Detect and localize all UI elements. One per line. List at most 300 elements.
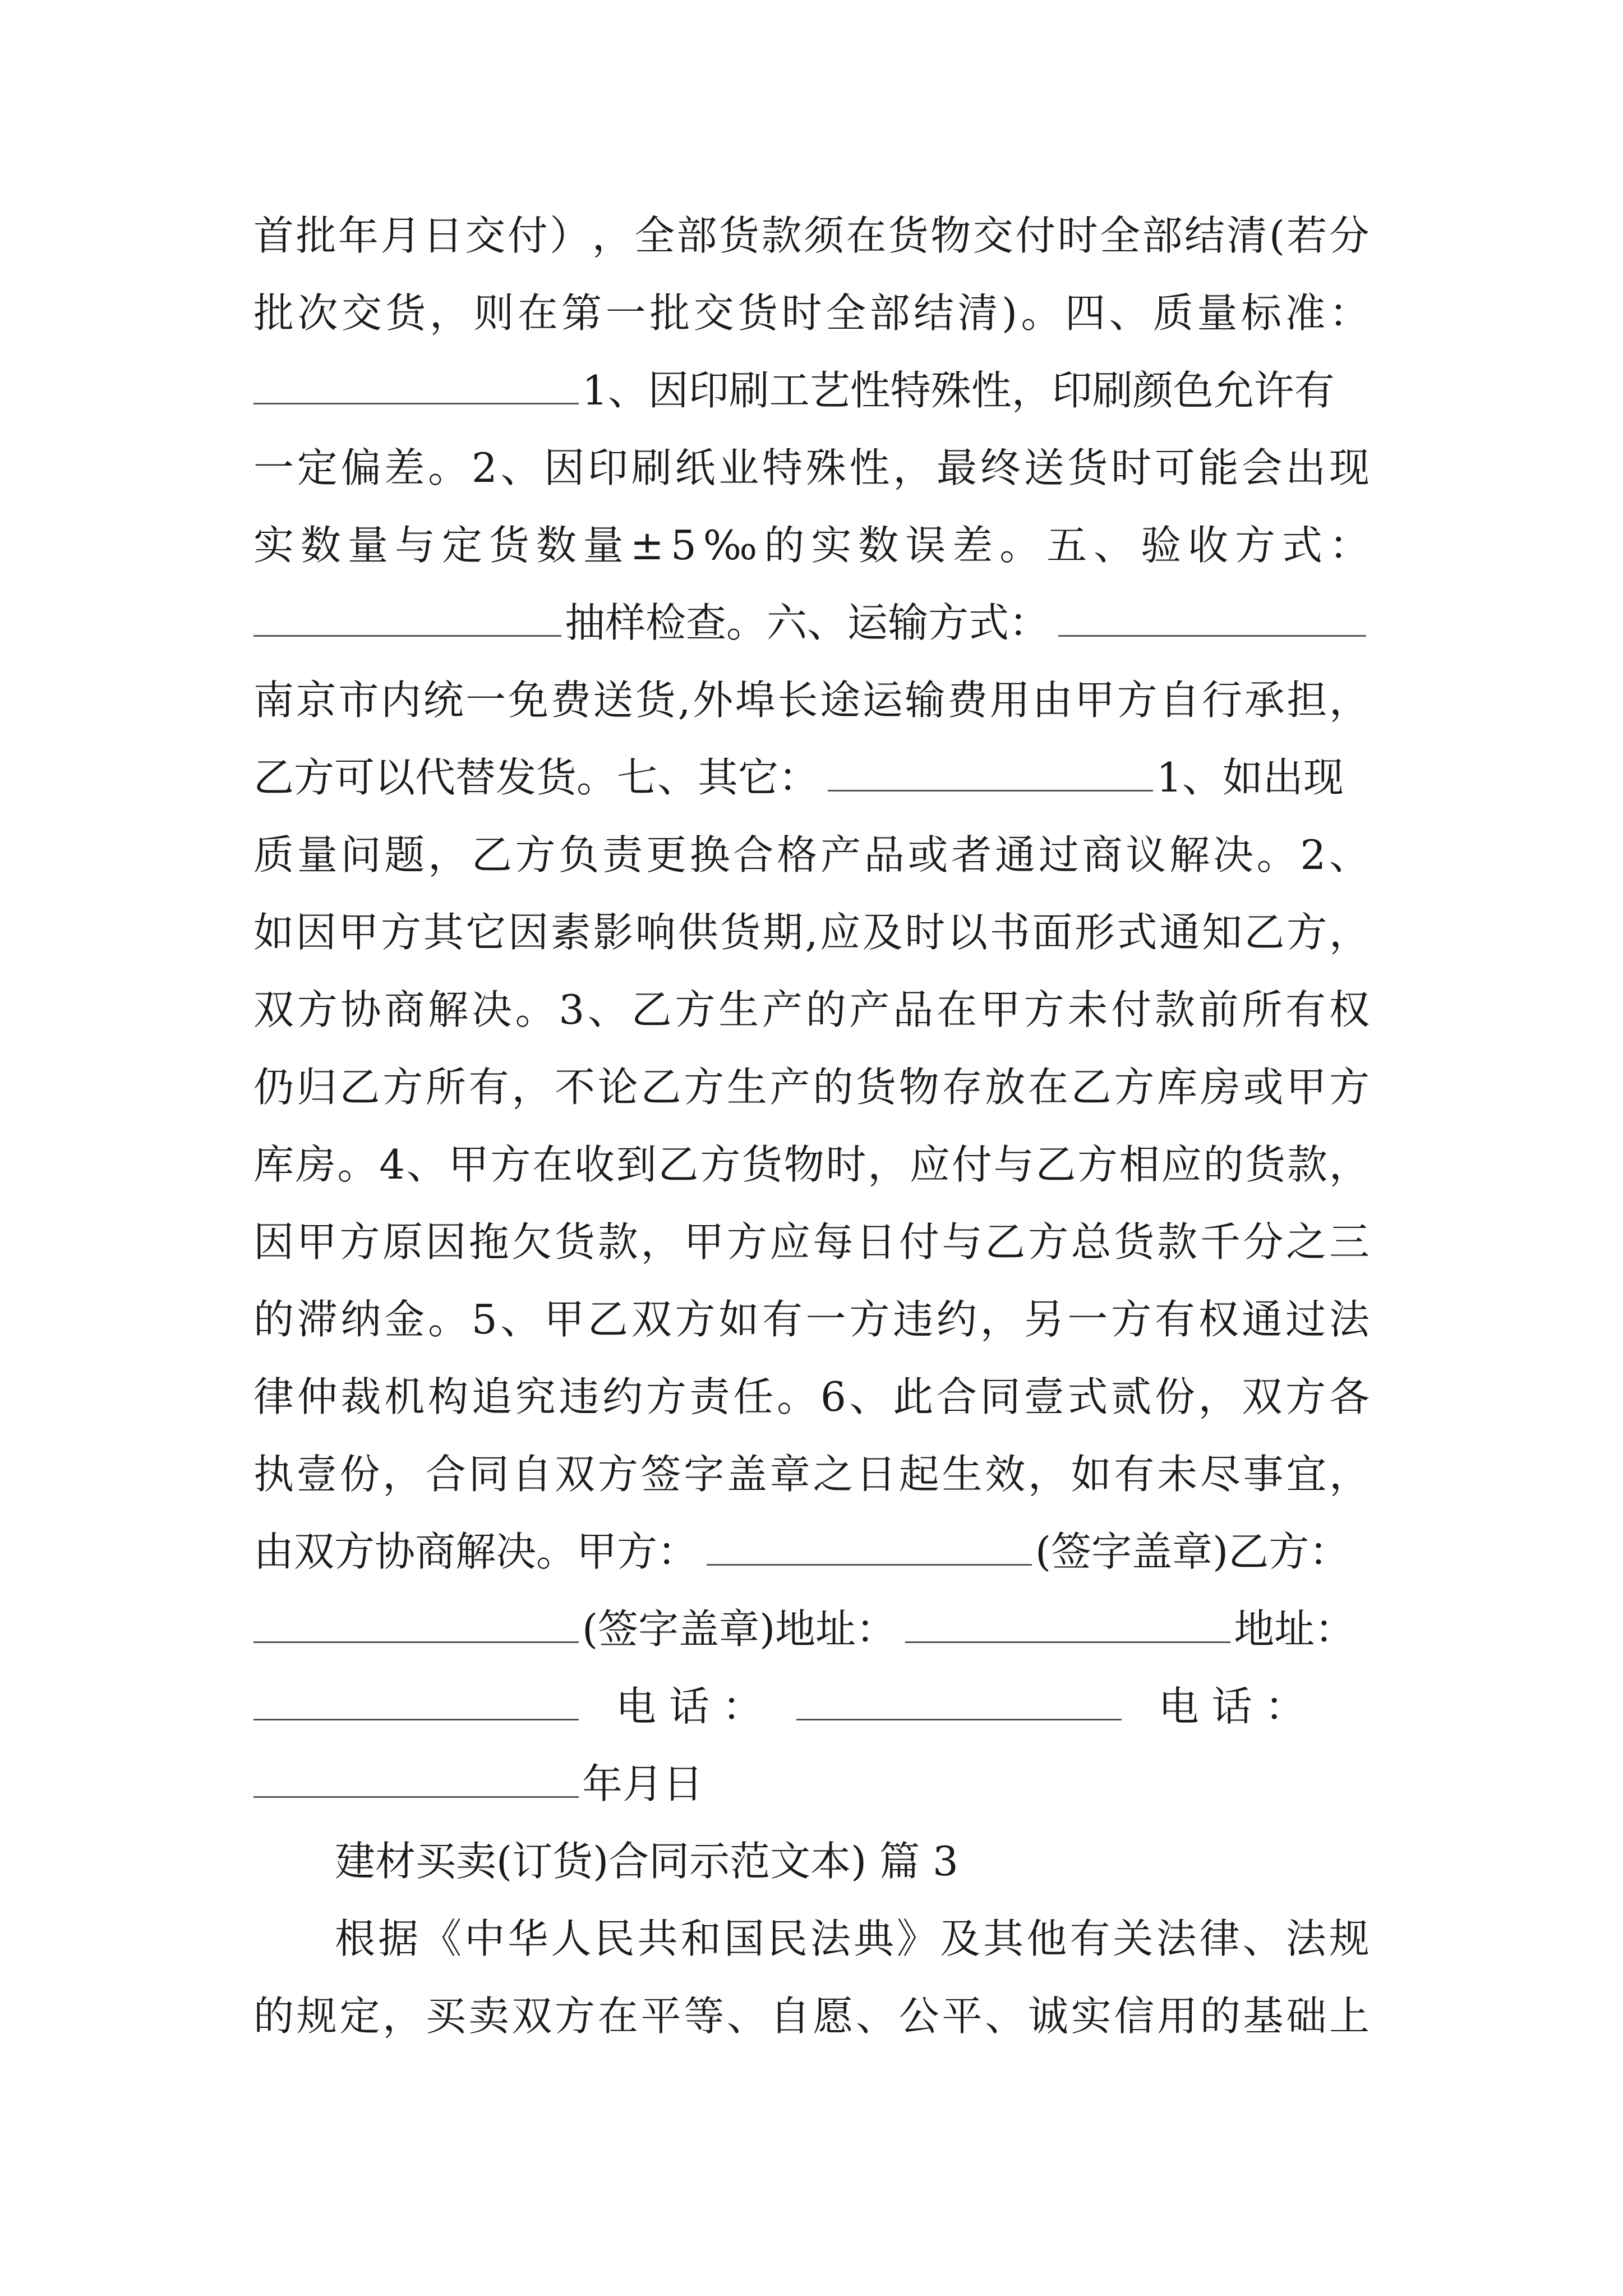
glyph: 结: [1184, 212, 1225, 259]
glyph: 、: [849, 1373, 890, 1420]
glyph: 定: [339, 1993, 380, 2040]
glyph: 合: [425, 1451, 466, 1498]
glyph: 应: [769, 1218, 810, 1266]
glyph: 和: [680, 1915, 721, 1962]
glyph: 差: [384, 444, 425, 491]
glyph: 共: [637, 1915, 678, 1962]
glyph: 行: [1201, 677, 1242, 724]
text-line: 由双方协商解决。甲方： (签字盖章)乙方：: [253, 1525, 1370, 1579]
glyph: 到: [616, 1141, 657, 1188]
glyph: 方: [515, 831, 556, 878]
glyph: 、: [500, 444, 541, 491]
glyph: 同: [980, 1373, 1021, 1420]
glyph: 、: [406, 1141, 447, 1188]
glyph: 双: [631, 1296, 672, 1343]
glyph: 一: [253, 444, 294, 491]
glyph: 责: [602, 831, 643, 878]
glyph: 生: [718, 986, 759, 1033]
glyph: 面: [1032, 909, 1073, 956]
glyph: 方: [675, 1296, 716, 1343]
glyph: 时: [1111, 444, 1152, 491]
glyph: 清: [957, 289, 998, 337]
glyph: 如: [718, 1296, 759, 1343]
glyph: ，: [640, 1218, 681, 1266]
fill-blank: [828, 752, 1153, 792]
text-line: [335, 1912, 1370, 1966]
fill-blank: [796, 1681, 1122, 1720]
glyph: 货: [856, 1064, 897, 1111]
glyph: 物: [898, 1064, 939, 1111]
glyph: 量: [297, 831, 338, 878]
glyph: 刷: [631, 444, 672, 491]
glyph: 差: [952, 522, 993, 569]
glyph: 础: [1286, 1993, 1327, 2040]
glyph: 解: [428, 986, 469, 1033]
glyph: 签: [640, 1451, 681, 1498]
glyph: 方: [1117, 677, 1158, 724]
glyph: 自: [511, 1451, 552, 1498]
text-line: [253, 673, 1370, 727]
glyph: ，: [1329, 1141, 1370, 1188]
glyph: 应: [910, 1141, 951, 1188]
glyph: 货: [720, 909, 761, 956]
glyph: ，: [592, 212, 633, 259]
glyph: 有: [762, 1296, 803, 1343]
glyph: 方: [597, 1451, 638, 1498]
glyph: 方: [490, 1141, 531, 1188]
glyph: 权: [1198, 1296, 1239, 1343]
glyph: 次: [297, 289, 338, 337]
glyph: 方: [700, 1141, 741, 1188]
glyph: 乙: [339, 1064, 380, 1111]
glyph: 华: [508, 1915, 548, 1962]
glyph: 款: [1154, 986, 1195, 1033]
glyph: 、: [726, 1993, 767, 2040]
glyph: 付: [1111, 986, 1152, 1033]
fill-blank: [253, 597, 561, 637]
glyph: 付: [951, 1141, 992, 1188]
glyph: 效: [985, 1451, 1026, 1498]
glyph: 总: [1071, 1218, 1112, 1266]
glyph: 此: [893, 1373, 934, 1420]
glyph: 责: [689, 1373, 730, 1420]
glyph: 货: [555, 1218, 596, 1266]
glyph: 付: [507, 212, 548, 259]
glyph: 与: [942, 1218, 983, 1266]
glyph: 市: [338, 677, 379, 724]
glyph: 在: [597, 1993, 638, 2040]
glyph: ，: [511, 1064, 552, 1111]
text-line: [253, 441, 1370, 495]
glyph: 规: [296, 1993, 337, 2040]
glyph: 乙: [1071, 1064, 1112, 1111]
glyph: 方: [1287, 909, 1327, 956]
glyph: 拖: [468, 1218, 509, 1266]
glyph: 乙: [631, 986, 672, 1033]
glyph: 他: [1026, 1915, 1067, 1962]
glyph: 定: [297, 444, 338, 491]
glyph: 在: [1027, 1064, 1068, 1111]
glyph: 信: [1114, 1993, 1155, 2040]
glyph: 由: [1032, 677, 1073, 724]
glyph: 壹: [1023, 1373, 1064, 1420]
glyph: 双: [253, 986, 294, 1033]
glyph: 等: [684, 1993, 725, 2040]
glyph: 批: [253, 289, 294, 337]
glyph: 2: [1300, 831, 1326, 878]
glyph: 终: [980, 444, 1021, 491]
glyph: 的: [764, 522, 805, 569]
glyph: ): [1001, 289, 1018, 337]
glyph: 金: [384, 1296, 425, 1343]
glyph: 过: [1038, 831, 1079, 878]
glyph: 时: [905, 909, 946, 956]
glyph: 基: [1243, 1993, 1284, 2040]
glyph: 可: [1154, 444, 1195, 491]
glyph: 在: [517, 289, 558, 337]
glyph: 商: [384, 986, 425, 1033]
glyph: 自: [769, 1993, 810, 2040]
glyph: 、: [1109, 289, 1150, 337]
glyph: 负: [559, 831, 600, 878]
glyph: 现: [1329, 444, 1370, 491]
glyph: 以: [947, 909, 988, 956]
glyph: 结: [914, 289, 955, 337]
glyph: 部: [1142, 212, 1183, 259]
glyph: ，: [1027, 1451, 1068, 1498]
glyph: 、: [500, 1296, 541, 1343]
glyph: 方: [1235, 522, 1276, 569]
glyph: 及: [940, 1915, 981, 1962]
glyph: 交: [465, 212, 506, 259]
glyph: 品: [864, 831, 905, 878]
glyph: 方: [382, 1064, 423, 1111]
glyph: 实: [253, 522, 294, 569]
glyph: 数: [536, 522, 577, 569]
glyph: 双: [511, 1993, 552, 2040]
glyph: 应: [820, 909, 861, 956]
glyph: 乙: [640, 1064, 681, 1111]
glyph: 事: [1243, 1451, 1284, 1498]
glyph: 与: [993, 1141, 1034, 1188]
glyph: 乙: [658, 1141, 699, 1188]
glyph: 款: [1157, 1218, 1198, 1266]
glyph: 货: [488, 522, 529, 569]
glyph: 在: [937, 986, 978, 1033]
text-line: 抽样检查。六、运输方式：: [253, 596, 1370, 650]
glyph: 仲: [297, 1373, 338, 1420]
glyph: 能: [1198, 444, 1239, 491]
glyph: 千: [1200, 1218, 1241, 1266]
glyph: 决: [471, 986, 512, 1033]
glyph: 有: [1285, 986, 1326, 1033]
glyph: 平: [942, 1993, 983, 2040]
text-line: (签字盖章)地址： 地址：: [253, 1602, 1370, 1656]
glyph: 协: [340, 986, 381, 1033]
glyph: 货: [1067, 444, 1108, 491]
glyph: 公: [898, 1993, 939, 2040]
glyph: 方: [380, 909, 421, 956]
glyph: 。: [515, 986, 556, 1033]
glyph: 全: [634, 212, 675, 259]
glyph: 收: [574, 1141, 615, 1188]
glyph: 双: [1242, 1373, 1283, 1420]
glyph: 如: [253, 909, 294, 956]
glyph: 方: [1285, 1373, 1326, 1420]
glyph: 或: [1243, 1064, 1284, 1111]
glyph: 担: [1287, 677, 1327, 724]
glyph: 验: [1141, 522, 1182, 569]
glyph: 方: [297, 986, 338, 1033]
glyph: 库: [1157, 1064, 1198, 1111]
glyph: 生: [942, 1451, 983, 1498]
glyph: 任: [733, 1373, 774, 1420]
glyph: 法: [1285, 1915, 1326, 1962]
glyph: 、: [1242, 1915, 1283, 1962]
glyph: 它: [465, 909, 506, 956]
glyph: 日: [422, 212, 463, 259]
glyph: 中: [464, 1915, 505, 1962]
glyph: 甲: [448, 1141, 489, 1188]
glyph: 准: [1285, 289, 1326, 337]
text-line: 1、因印刷工艺性特殊性，印刷颜色允许有: [253, 364, 1370, 417]
glyph: 应: [1161, 1141, 1202, 1188]
glyph: 数: [300, 522, 341, 569]
glyph: 则: [473, 289, 514, 337]
glyph: 国: [723, 1915, 764, 1962]
text-line: [253, 286, 1370, 340]
glyph: (: [1269, 212, 1285, 259]
glyph: 乙: [587, 1296, 628, 1343]
glyph: 特: [762, 444, 803, 491]
glyph: 买: [425, 1993, 466, 2040]
glyph: 与: [394, 522, 435, 569]
glyph: 质: [253, 831, 294, 878]
glyph: 份: [339, 1451, 380, 1498]
glyph: 双: [555, 1451, 596, 1498]
glyph: 法: [810, 1915, 851, 1962]
glyph: 物: [783, 1141, 824, 1188]
glyph: 输: [905, 677, 946, 724]
glyph: 业: [718, 444, 759, 491]
glyph: 批: [649, 289, 690, 337]
glyph: 欠: [511, 1218, 552, 1266]
glyph: 产: [820, 831, 861, 878]
glyph: 乙: [1035, 1141, 1076, 1188]
glyph: 年: [338, 212, 379, 259]
glyph: 一: [805, 1296, 846, 1343]
glyph: 甲: [544, 1296, 585, 1343]
glyph: 时: [826, 1141, 866, 1188]
fill-blank: [707, 1526, 1032, 1566]
glyph: 。: [337, 1141, 378, 1188]
glyph: 在: [532, 1141, 573, 1188]
glyph: 出: [1285, 444, 1326, 491]
glyph: 通: [995, 831, 1036, 878]
glyph: 产: [849, 986, 890, 1033]
glyph: 及: [862, 909, 903, 956]
glyph: 式: [1117, 909, 1158, 956]
glyph: 所: [425, 1064, 466, 1111]
glyph: 上: [1329, 1993, 1370, 2040]
text-line: [253, 1060, 1370, 1114]
glyph: 货: [635, 677, 676, 724]
glyph: 第: [561, 289, 602, 337]
glyph: ）: [550, 212, 591, 259]
glyph: 。: [1021, 289, 1062, 337]
glyph: 四: [1064, 289, 1105, 337]
glyph: 途: [820, 677, 861, 724]
glyph: ，: [893, 444, 934, 491]
glyph: 未: [1157, 1451, 1198, 1498]
glyph: 实: [1071, 1993, 1112, 2040]
glyph: 质: [1152, 289, 1193, 337]
text-line: [253, 1989, 1370, 2043]
glyph: 因: [296, 909, 336, 956]
glyph: 过: [1285, 1296, 1326, 1343]
glyph: 原: [382, 1218, 423, 1266]
glyph: 4: [379, 1141, 405, 1188]
glyph: 2: [471, 444, 497, 491]
glyph: 。: [428, 444, 469, 491]
glyph: 付: [898, 1218, 939, 1266]
glyph: 其: [983, 1915, 1024, 1962]
glyph: 付: [1015, 212, 1056, 259]
text-line: [253, 828, 1370, 882]
glyph: 交: [693, 289, 734, 337]
text-line: [253, 1370, 1370, 1424]
glyph: 甲: [1075, 677, 1115, 724]
glyph: 标: [1241, 289, 1281, 337]
glyph: 甲: [980, 986, 1021, 1033]
glyph: 自: [1159, 677, 1200, 724]
glyph: 。: [1256, 831, 1297, 878]
glyph: ，: [382, 1451, 423, 1498]
text-line: 乙方可以代替发货。七、其它： 1、如出现: [253, 751, 1370, 804]
text-line: [253, 983, 1370, 1037]
glyph: 5: [471, 1296, 497, 1343]
glyph: 货: [1245, 1141, 1286, 1188]
fill-blank: [253, 1758, 579, 1798]
glyph: 货: [718, 212, 759, 259]
section-heading: 建材买卖(订货)合同示范文本) 篇 3: [335, 1838, 958, 1885]
glyph: ,: [805, 909, 818, 956]
glyph: 诚: [1027, 1993, 1068, 2040]
glyph: 乙: [471, 831, 512, 878]
glyph: 6: [820, 1373, 846, 1420]
glyph: 归: [296, 1064, 337, 1111]
glyph: 方: [726, 1218, 767, 1266]
glyph: 送: [593, 677, 634, 724]
fill-blank: [253, 1681, 579, 1720]
glyph: 宜: [1286, 1451, 1327, 1498]
glyph: ：: [1329, 289, 1370, 337]
glyph: 约: [602, 1373, 643, 1420]
glyph: 长: [777, 677, 818, 724]
glyph: 影: [593, 909, 634, 956]
glyph: 平: [640, 1993, 681, 2040]
glyph: 追: [471, 1373, 512, 1420]
glyph: 关: [1113, 1915, 1154, 1962]
glyph: 更: [645, 831, 686, 878]
glyph: 民: [594, 1915, 635, 1962]
glyph: 规: [1329, 1915, 1370, 1962]
glyph: 因: [508, 909, 548, 956]
glyph: 如: [1071, 1451, 1112, 1498]
glyph: 合: [733, 831, 774, 878]
glyph: 未: [1067, 986, 1108, 1033]
glyph: 民: [767, 1915, 808, 1962]
fill-blank: [1058, 597, 1366, 637]
glyph: 方: [1027, 1218, 1068, 1266]
text-line: [253, 905, 1370, 959]
glyph: 所: [1242, 986, 1283, 1033]
glyph: 货: [741, 1141, 782, 1188]
glyph: 款: [761, 212, 802, 259]
glyph: 方: [1111, 1296, 1152, 1343]
glyph: 3: [559, 986, 585, 1033]
glyph: 有: [1069, 1915, 1110, 1962]
text-line: 年月日: [253, 1757, 1370, 1811]
glyph: 会: [1242, 444, 1283, 491]
glyph: 议: [1126, 831, 1166, 878]
glyph: 月: [380, 212, 421, 259]
glyph: 免: [508, 677, 548, 724]
glyph: ,: [677, 677, 691, 724]
glyph: 字: [684, 1451, 725, 1498]
glyph: 费: [550, 677, 591, 724]
glyph: 每: [813, 1218, 854, 1266]
glyph: 产: [762, 986, 803, 1033]
glyph: 房: [1200, 1064, 1241, 1111]
glyph: 因: [544, 444, 585, 491]
glyph: 人: [551, 1915, 592, 1962]
glyph: 全: [1100, 212, 1141, 259]
glyph: 通: [1242, 1296, 1283, 1343]
glyph: 》: [897, 1915, 938, 1962]
glyph: 构: [428, 1373, 469, 1420]
glyph: 时: [781, 289, 822, 337]
glyph: 送: [1023, 444, 1064, 491]
glyph: 供: [677, 909, 718, 956]
glyph: 物: [930, 212, 971, 259]
glyph: 裁: [340, 1373, 381, 1420]
glyph: 5: [671, 522, 697, 569]
glyph: 库: [253, 1141, 294, 1188]
glyph: ‰: [703, 522, 758, 569]
glyph: 甲: [338, 909, 379, 956]
glyph: 最: [937, 444, 978, 491]
fill-blank: [905, 1603, 1230, 1643]
glyph: 收: [1188, 522, 1229, 569]
glyph: 违: [559, 1373, 600, 1420]
glyph: 南: [253, 677, 294, 724]
glyph: 殊: [805, 444, 846, 491]
glyph: 形: [1075, 909, 1115, 956]
glyph: 纸: [675, 444, 716, 491]
glyph: 乙: [1244, 909, 1285, 956]
glyph: 性: [849, 444, 890, 491]
glyph: 根: [335, 1915, 376, 1962]
glyph: 因: [425, 1218, 466, 1266]
glyph: 首: [253, 212, 294, 259]
glyph: 方: [1077, 1141, 1118, 1188]
glyph: 方: [1329, 1064, 1370, 1111]
glyph: 有: [1154, 1296, 1195, 1343]
glyph: 日: [856, 1218, 897, 1266]
glyph: 须: [803, 212, 844, 259]
glyph: 究: [515, 1373, 556, 1420]
